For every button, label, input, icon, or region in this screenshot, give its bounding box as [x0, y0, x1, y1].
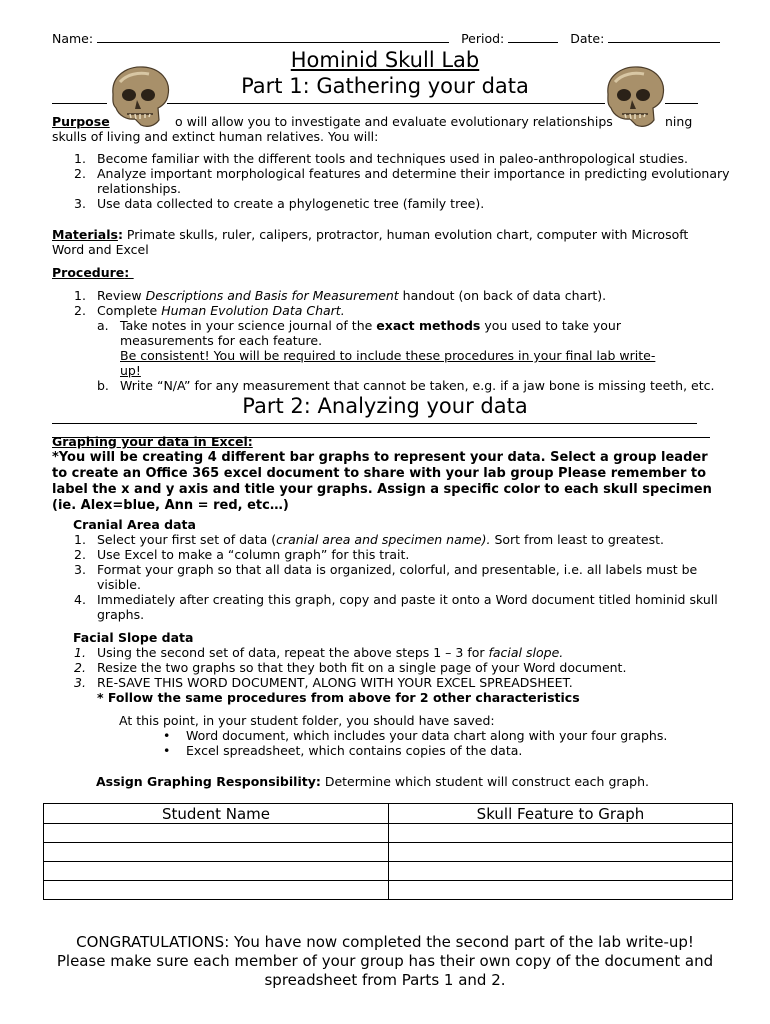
table-header-row — [44, 804, 733, 824]
skull-feature-header: Skull Feature to Graph — [389, 804, 733, 824]
cranial-title: Cranial Area data — [73, 517, 196, 532]
procedure-section: Procedure: 1. Review Descriptions and Basis for Measurement handout (on back of data chart). 2. Complete Human Evolution Data Chart. a. Take notes in your science journal of the exact methods you used to take your measurements for each feature. Be consistent! You will be required to include these procedures in your final lab write-up! b. Write “N/A” for any measurement that cannot be taken, e.g. if a jaw bone is missing teeth, etc. — [52, 265, 732, 393]
divider-rule — [52, 423, 697, 424]
table-cell[interactable] — [389, 881, 733, 900]
table-row — [44, 881, 733, 900]
purpose-text-end: ning — [665, 114, 693, 129]
cranial-list — [52, 532, 727, 622]
list-item: 4. Immediately after creating this graph, copy and paste it onto a Word document titled hominid skull graphs. — [74, 592, 718, 622]
divider-rule — [52, 103, 107, 104]
materials-section: Materials: Primate skulls, ruler, calipers, protractor, human evolution chart, computer with Microsoft Word and Excel — [52, 227, 689, 257]
purpose-text: o will allow you to investigate and evaluate evolutionary relationships — [175, 114, 613, 129]
graphing-section — [52, 434, 722, 514]
graphing-label: Graphing your data in Excel: — [52, 434, 253, 449]
list-item: 1. Become familiar with the different tools and techniques used in paleo-anthropological studies. — [74, 151, 689, 166]
list-item: a. Take notes in your science journal of the exact methods you used to take your measurements for each feature. Be consistent! You will be required to include these procedures in your final lab write-up! — [97, 318, 656, 378]
period-label: Period: — [461, 31, 505, 46]
procedure-sublist — [52, 318, 732, 393]
list-item: 2. Analyze important morphological features and determine their importance in predicting evolutionary relationships. — [74, 166, 730, 196]
assign-text: Determine which student will construct each graph. — [320, 774, 650, 789]
date-label: Date: — [570, 31, 605, 46]
list-item: • Word document, which includes your data chart along with your four graphs. — [163, 728, 668, 743]
facial-title: Facial Slope data — [73, 630, 194, 645]
table-cell[interactable] — [389, 843, 733, 862]
graphing-intro: *You will be creating 4 different bar graphs to represent your data. Select a group leader to create an Office 365 excel document to share with your lab group Please remember to label the x and y axis and title your graphs. Assign a specific color to each skull specimen (ie. Alex=blue, Ann = red, etc…) — [52, 450, 712, 513]
name-label: Name: — [52, 31, 94, 46]
purpose-text-2: skulls of living and extinct human relatives. You will: — [52, 129, 379, 144]
assign-label: Assign Graphing Responsibility: — [96, 774, 321, 789]
list-item: 1. Review Descriptions and Basis for Measurement handout (on back of data chart). — [74, 288, 607, 303]
table-cell[interactable] — [44, 862, 389, 881]
saved-intro: At this point, in your student folder, you should have saved: — [119, 713, 495, 728]
table-row — [44, 862, 733, 881]
table-cell[interactable] — [44, 824, 389, 843]
list-item: 2. Complete Human Evolution Data Chart. — [74, 303, 345, 318]
table-cell[interactable] — [389, 824, 733, 843]
congrats-line: spreadsheet from Parts 1 and 2. — [264, 971, 506, 989]
divider-rule — [167, 103, 605, 104]
student-name-header: Student Name — [44, 804, 389, 824]
materials-text: Primate skulls, ruler, calipers, protractor, human evolution chart, computer with Microsoft Word and Excel — [52, 227, 689, 257]
list-item: * Follow the same procedures from above for 2 other characteristics — [97, 690, 580, 705]
cranial-section — [73, 517, 731, 532]
purpose-section — [52, 114, 732, 211]
list-item: b. Write “N/A” for any measurement that cannot be taken, e.g. if a jaw bone is missing teeth, etc. — [97, 378, 715, 393]
table-cell[interactable] — [389, 862, 733, 881]
table-row — [44, 843, 733, 862]
congratulations-message — [0, 933, 770, 990]
assignment-table — [43, 803, 733, 900]
purpose-list — [52, 151, 732, 211]
saved-list — [0, 728, 720, 758]
table-row — [44, 824, 733, 843]
part1-title: Part 1: Gathering your data — [241, 74, 529, 98]
procedure-list — [52, 288, 732, 318]
main-title: Hominid Skull Lab — [290, 48, 480, 72]
assign-line — [96, 774, 649, 789]
facial-list — [52, 645, 727, 705]
list-item: • Excel spreadsheet, which contains copies of the data. — [163, 743, 523, 758]
list-item: 1. Using the second set of data, repeat the above steps 1 – 3 for facial slope. — [74, 645, 564, 660]
congrats-line: CONGRATULATIONS: You have now completed the second part of the lab write-up! — [76, 933, 694, 951]
list-item: 3. Format your graph so that all data is organized, colorful, and presentable, i.e. all labels must be visible. — [74, 562, 698, 592]
table-cell[interactable] — [44, 843, 389, 862]
purpose-label: Purpose — [52, 114, 110, 129]
header-fields — [52, 30, 727, 46]
part2-title: Part 2: Analyzing your data — [242, 394, 528, 418]
list-item: 3. Use data collected to create a phylogenetic tree (family tree). — [74, 196, 485, 211]
list-item: 2. Use Excel to make a “column graph” for this trait. — [74, 547, 410, 562]
date-field[interactable] — [608, 30, 720, 43]
list-item: 2. Resize the two graphs so that they both fit on a single page of your Word document. — [74, 660, 627, 675]
list-item: 1. Select your first set of data (cranial area and specimen name). Sort from least to greatest. — [74, 532, 664, 547]
materials-label: Materials — [52, 227, 118, 242]
name-field[interactable] — [97, 30, 449, 43]
table-cell[interactable] — [44, 881, 389, 900]
procedure-label: Procedure — [52, 265, 125, 280]
period-field[interactable] — [508, 30, 558, 43]
procedure-note: Be consistent! You will be required to include these procedures in your final lab write-up! — [120, 348, 656, 378]
list-item: 3. RE-SAVE THIS WORD DOCUMENT, ALONG WITH YOUR EXCEL SPREADSHEET. — [74, 675, 573, 690]
congrats-line: Please make sure each member of your group has their own copy of the document and — [56, 952, 714, 970]
